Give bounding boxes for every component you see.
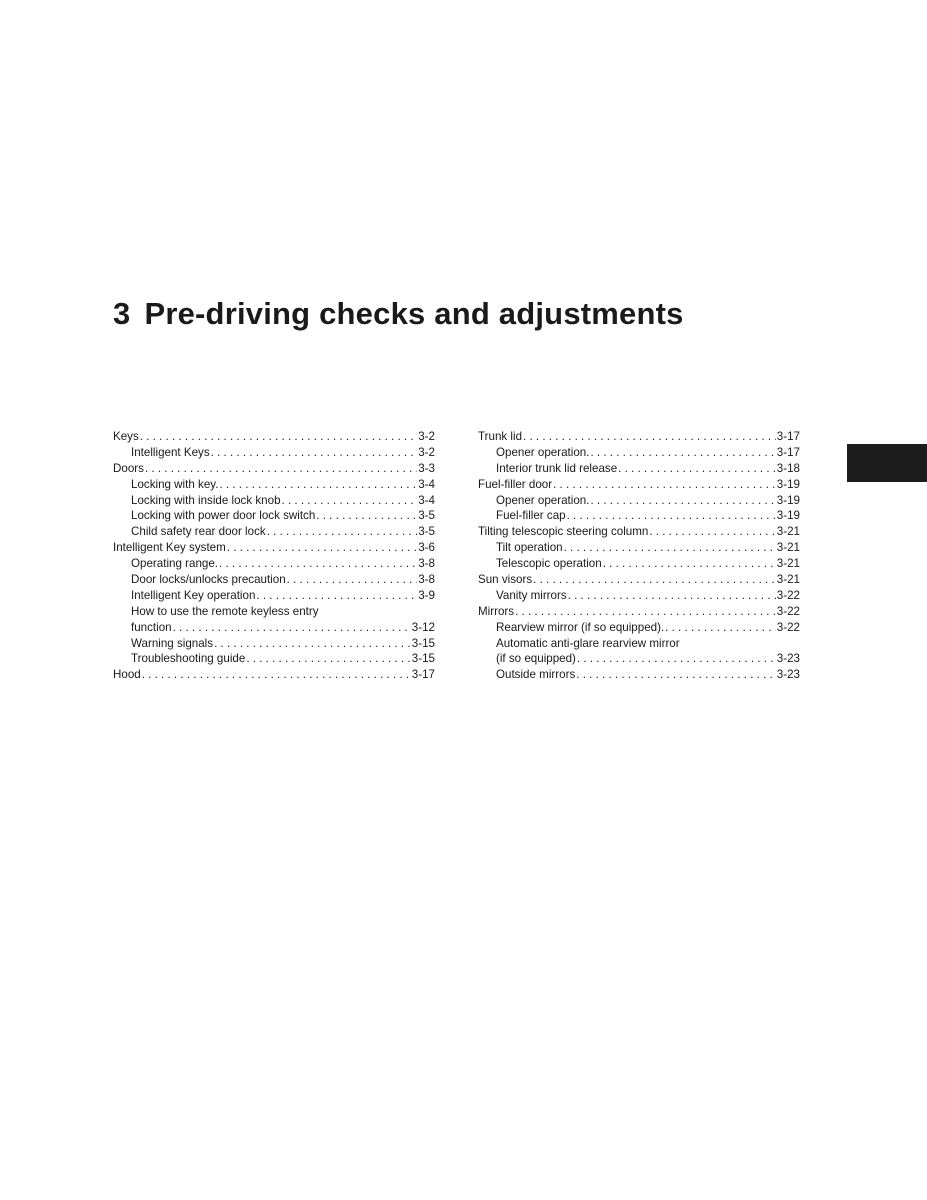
toc-leader-dots xyxy=(219,556,417,572)
toc-leader-dots xyxy=(287,572,418,588)
toc-entry-label: Interior trunk lid release xyxy=(496,461,618,475)
toc-entry-label: Mirrors xyxy=(478,604,515,618)
toc-entry[interactable] xyxy=(478,461,800,477)
toc-entry-label: Rearview mirror (if so equipped). xyxy=(496,620,665,634)
toc-entry-label: Warning signals xyxy=(131,636,214,650)
toc-entry-label: Opener operation. xyxy=(496,493,590,507)
toc-entry[interactable] xyxy=(113,508,435,524)
toc-leader-dots xyxy=(590,493,775,509)
toc-leader-dots xyxy=(219,477,417,493)
toc-entry[interactable] xyxy=(478,524,800,540)
toc-entry[interactable] xyxy=(113,524,435,540)
toc-entry-page: 3-9 xyxy=(418,588,435,602)
toc-entry-page: 3-6 xyxy=(418,541,435,555)
toc-leader-dots xyxy=(618,461,776,477)
toc-entry-page: 3-15 xyxy=(411,636,435,650)
toc-entry-label: Troubleshooting guide xyxy=(131,652,246,666)
toc-entry-label: Door locks/unlocks precaution xyxy=(131,573,286,587)
toc-entry[interactable] xyxy=(113,556,435,572)
toc-leader-dots xyxy=(553,477,776,493)
toc-entry[interactable] xyxy=(478,556,800,572)
toc-leader-dots xyxy=(267,524,418,540)
chapter-tab-marker xyxy=(847,444,927,482)
toc-entry-label: function xyxy=(131,620,172,634)
toc-entry[interactable] xyxy=(478,620,800,636)
toc-entry-page: 3-4 xyxy=(418,477,435,491)
toc-right-column xyxy=(478,429,800,683)
toc-entry-page: 3-21 xyxy=(776,525,800,539)
chapter-title xyxy=(113,296,684,332)
toc-entry[interactable] xyxy=(113,604,435,620)
toc-entry-page: 3-5 xyxy=(418,525,435,539)
toc-entry-page: 3-12 xyxy=(411,620,435,634)
toc-entry-label: Operating range. xyxy=(131,557,219,571)
toc-leader-dots xyxy=(515,604,776,620)
chapter-number: 3 xyxy=(113,296,131,331)
toc-leader-dots xyxy=(142,667,411,683)
toc-leader-dots xyxy=(564,540,776,556)
toc-entry[interactable] xyxy=(478,572,800,588)
toc-leader-dots xyxy=(316,508,417,524)
toc-leader-dots xyxy=(665,620,776,636)
toc-entry[interactable] xyxy=(478,429,800,445)
toc-entry[interactable] xyxy=(113,620,435,636)
toc-entry-label: Intelligent Keys xyxy=(131,445,210,459)
toc-entry-page: 3-22 xyxy=(776,604,800,618)
toc-entry[interactable] xyxy=(113,461,435,477)
toc-entry[interactable] xyxy=(113,588,435,604)
toc-entry-page: 3-19 xyxy=(776,477,800,491)
toc-entry-label: Vanity mirrors xyxy=(496,588,567,602)
toc-entry-page: 3-21 xyxy=(776,573,800,587)
toc-entry-page: 3-2 xyxy=(418,445,435,459)
toc-entry[interactable] xyxy=(478,540,800,556)
toc-leader-dots xyxy=(282,493,418,509)
toc-entry[interactable] xyxy=(478,445,800,461)
toc-entry[interactable] xyxy=(113,445,435,461)
toc-entry[interactable] xyxy=(113,572,435,588)
toc-entry-label: How to use the remote keyless entry xyxy=(131,604,319,618)
toc-leader-dots xyxy=(603,556,776,572)
toc-leader-dots xyxy=(590,445,775,461)
toc-entry-page: 3-17 xyxy=(776,430,800,443)
toc-entry[interactable] xyxy=(113,540,435,556)
toc-entry-label: Opener operation. xyxy=(496,445,590,459)
toc-entry-page: 3-23 xyxy=(776,652,800,666)
toc-entry-page: 3-19 xyxy=(776,509,800,523)
toc-entry-page: 3-15 xyxy=(411,652,435,666)
toc-entry[interactable] xyxy=(478,588,800,604)
toc-entry-label: (if so equipped) xyxy=(496,652,576,666)
toc-leader-dots xyxy=(568,588,776,604)
toc-entry-page: 3-19 xyxy=(776,493,800,507)
toc-entry-page: 3-22 xyxy=(776,588,800,602)
toc-left-column xyxy=(113,429,435,683)
toc-entry-label: Outside mirrors xyxy=(496,668,576,682)
toc-entry[interactable] xyxy=(478,477,800,493)
toc-entry-page: 3-22 xyxy=(776,620,800,634)
toc-entry-label: Locking with inside lock knob xyxy=(131,493,281,507)
toc-entry-label: Hood xyxy=(113,668,141,682)
toc-leader-dots xyxy=(577,651,776,667)
toc-entry-page: 3-21 xyxy=(776,541,800,555)
toc-leader-dots xyxy=(256,588,417,604)
toc-leader-dots xyxy=(227,540,417,556)
toc-leader-dots xyxy=(140,429,417,445)
toc-entry-label: Intelligent Key system xyxy=(113,541,226,555)
toc-entry-page: 3-23 xyxy=(776,668,800,682)
toc-entry-page: 3-18 xyxy=(776,461,800,475)
toc-entry[interactable] xyxy=(478,651,800,667)
toc-entry-label: Fuel-filler cap xyxy=(496,509,566,523)
toc-entry[interactable] xyxy=(478,508,800,524)
toc-entry-label: Locking with key. xyxy=(131,477,219,491)
toc-entry-page: 3-17 xyxy=(776,445,800,459)
toc-entry-page: 3-21 xyxy=(776,557,800,571)
toc-entry-page: 3-17 xyxy=(411,668,435,682)
chapter-title-text: Pre-driving checks and adjustments xyxy=(144,296,684,331)
toc-entry-label: Automatic anti-glare rearview mirror xyxy=(496,636,680,650)
toc-entry[interactable] xyxy=(113,477,435,493)
toc-entry-page: 3-3 xyxy=(418,461,435,475)
toc-entry-label: Fuel-filler door xyxy=(478,477,553,491)
toc-entry-label: Locking with power door lock switch xyxy=(131,509,316,523)
toc-leader-dots xyxy=(576,667,776,683)
toc-entry-label: Child safety rear door lock xyxy=(131,525,266,539)
toc-entry-label: Trunk lid xyxy=(478,430,523,443)
toc-leader-dots xyxy=(567,508,776,524)
toc-leader-dots xyxy=(214,636,411,652)
toc-leader-dots xyxy=(533,572,776,588)
toc-entry-page: 3-8 xyxy=(418,557,435,571)
toc-entry[interactable] xyxy=(113,651,435,667)
toc-leader-dots xyxy=(173,620,411,636)
toc-leader-dots xyxy=(211,445,418,461)
toc-entry-label: Keys xyxy=(113,430,139,443)
toc-entry-page: 3-5 xyxy=(418,509,435,523)
toc-leader-dots xyxy=(246,651,410,667)
toc-leader-dots xyxy=(145,461,417,477)
toc-entry-page: 3-8 xyxy=(418,573,435,587)
toc-entry-label: Telescopic operation xyxy=(496,557,602,571)
toc-entry[interactable] xyxy=(113,636,435,652)
toc-entry[interactable] xyxy=(478,604,800,620)
toc-entry[interactable] xyxy=(113,429,435,445)
toc-leader-dots xyxy=(523,429,776,445)
toc-entry[interactable] xyxy=(478,493,800,509)
toc-entry-label: Tilting telescopic steering column xyxy=(478,525,649,539)
toc-entry-label: Sun visors xyxy=(478,573,533,587)
toc-entry-label: Doors xyxy=(113,461,144,475)
toc-entry-page: 3-4 xyxy=(418,493,435,507)
toc-entry[interactable] xyxy=(113,667,435,683)
toc-entry-label: Intelligent Key operation xyxy=(131,588,256,602)
toc-entry-label: Tilt operation xyxy=(496,541,563,555)
toc-entry-page: 3-2 xyxy=(418,430,435,443)
toc-entry[interactable] xyxy=(478,636,800,652)
toc-entry[interactable] xyxy=(478,667,800,683)
toc-leader-dots xyxy=(649,524,775,540)
toc-entry[interactable] xyxy=(113,493,435,509)
